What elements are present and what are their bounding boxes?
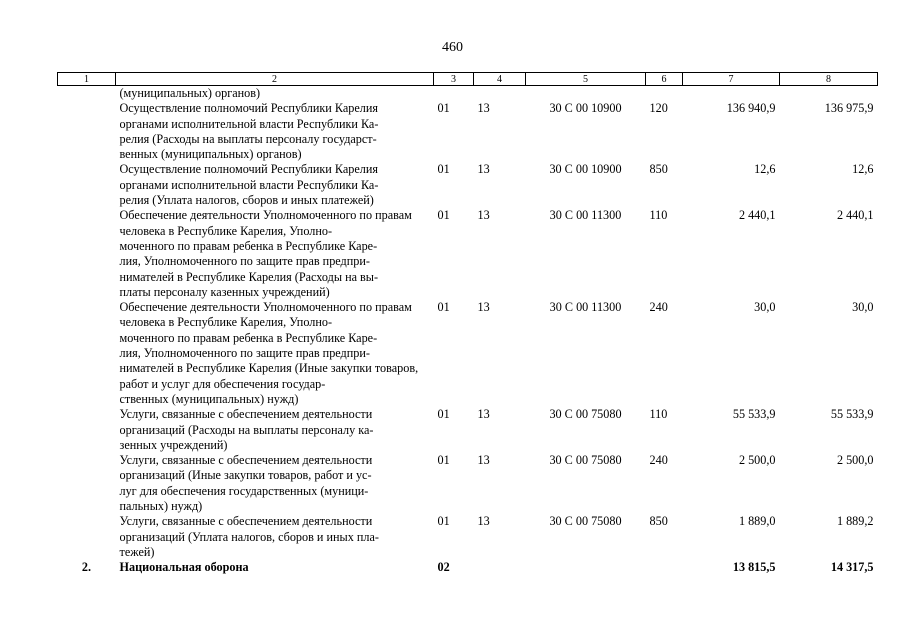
column-header: 2: [116, 73, 434, 86]
target-article-cell: 30 С 00 10900: [549, 101, 622, 116]
amount-year1-cell: 12,6: [754, 162, 776, 177]
row-number-cell: [58, 453, 116, 514]
budget-table: [57, 72, 878, 576]
table-row: [58, 101, 878, 162]
amount-year2-cell: 12,6: [852, 162, 874, 177]
amount-year2-cell: 1 889,2: [836, 514, 874, 529]
page-number: 460: [442, 40, 463, 55]
expense-type-cell: 240: [649, 300, 668, 315]
table-row: [58, 514, 878, 560]
target-article-cell: 30 С 00 10900: [549, 162, 622, 177]
amount-year1-cell: 13 815,5: [732, 560, 776, 575]
target-article-cell: 30 С 00 75080: [549, 514, 622, 529]
subsection-code-cell: 13: [477, 407, 490, 422]
table-body: [58, 86, 878, 576]
item-name-cell: Услуги, связанные с обеспечением деятельности организаций (Иные закупки товаров, работ и ус- луг для обеспечения государственных (муници- пальных) нужд): [119, 453, 373, 514]
table-row: [58, 300, 878, 407]
section-code-cell: 01: [437, 208, 450, 223]
row-number-cell: [58, 162, 116, 208]
row-number-cell: [58, 407, 116, 453]
amount-year1-cell: 2 440,1: [738, 208, 776, 223]
item-name-cell: (муниципальных) органов): [119, 86, 261, 100]
subsection-code-cell: 13: [477, 162, 490, 177]
row-number-cell: [58, 208, 116, 300]
amount-year2-cell: 30,0: [852, 300, 874, 315]
table-row: [58, 453, 878, 514]
expense-type-cell: 110: [649, 407, 668, 422]
row-number-cell: [58, 514, 116, 560]
amount-year2-cell: 2 500,0: [836, 453, 874, 468]
target-article-cell: [526, 560, 646, 575]
item-name-cell: Обеспечение деятельности Уполномоченного по правам человека в Республике Карелия, Уполно- моченного по правам ребенка в Республике Каре- лия, Уполномоченного по защите прав предпри- нимателей в Республике Карелия (Расходы на вы- платы персоналу казенных учреждений): [119, 208, 412, 299]
item-name-cell: Услуги, связанные с обеспечением деятельности организаций (Расходы на выплаты персоналу ка- зенных учреждений): [119, 407, 374, 452]
item-name-cell: Услуги, связанные с обеспечением деятельности организаций (Уплата налогов, сборов и иных пла- тежей): [119, 514, 379, 559]
column-header: 3: [434, 73, 474, 86]
row-number-cell: 2.: [81, 560, 92, 575]
row-number-cell: [58, 300, 116, 407]
amount-year1-cell: 1 889,0: [738, 514, 776, 529]
expense-type-cell: [646, 86, 683, 102]
target-article-cell: 30 С 00 75080: [549, 453, 622, 468]
amount-year2-cell: 55 533,9: [830, 407, 874, 422]
section-code-cell: 01: [437, 300, 450, 315]
subsection-code-cell: 13: [477, 208, 490, 223]
amount-year1-cell: [683, 86, 780, 102]
section-code-cell: 01: [437, 101, 450, 116]
column-header: 7: [683, 73, 780, 86]
target-article-cell: 30 С 00 11300: [549, 208, 622, 223]
amount-year1-cell: 136 940,9: [726, 101, 776, 116]
subsection-code-cell: [474, 86, 526, 102]
column-header: 5: [526, 73, 646, 86]
item-name-cell: Осуществление полномочий Республики Карелия органами исполнительной власти Республики Ка- релия (Расходы на выплаты персоналу государст- венных (муниципальных) органов): [119, 101, 379, 162]
expense-type-cell: 850: [649, 162, 668, 177]
amount-year2-cell: [780, 86, 878, 102]
target-article-cell: 30 С 00 75080: [549, 407, 622, 422]
section-code-cell: 01: [437, 453, 450, 468]
subsection-code-cell: 13: [477, 300, 490, 315]
amount-year2-cell: 2 440,1: [836, 208, 874, 223]
target-article-cell: 30 С 00 11300: [549, 300, 622, 315]
item-name-cell: Обеспечение деятельности Уполномоченного по правам человека в Республике Карелия, Уполно- моченного по правам ребенка в Республике Каре- лия, Уполномоченного по защите прав предпри- нимателей в Республике Карелия (Иные закупки товаров, работ и услуг для обеспечения государ- ственных (муниципальных) нужд): [119, 300, 419, 406]
amount-year2-cell: 136 975,9: [824, 101, 874, 116]
expense-type-cell: [646, 560, 683, 575]
table-row: [58, 162, 878, 208]
item-name-cell: Осуществление полномочий Республики Карелия органами исполнительной власти Республики Ка- релия (Уплата налогов, сборов и иных платежей): [119, 162, 379, 208]
amount-year1-cell: 55 533,9: [732, 407, 776, 422]
table-row: [58, 86, 878, 102]
section-code-cell: 01: [437, 162, 450, 177]
row-number-cell: [58, 101, 116, 162]
amount-year2-cell: 14 317,5: [830, 560, 874, 575]
subsection-code-cell: 13: [477, 514, 490, 529]
target-article-cell: [526, 86, 646, 102]
expense-type-cell: 120: [649, 101, 668, 116]
table-row: [58, 407, 878, 453]
section-code-cell: 02: [437, 560, 450, 575]
expense-type-cell: 110: [649, 208, 668, 223]
subsection-code-cell: 13: [477, 101, 490, 116]
row-number-cell: [58, 86, 116, 102]
column-header: 4: [474, 73, 526, 86]
table-row: [58, 208, 878, 300]
expense-type-cell: 240: [649, 453, 668, 468]
section-code-cell: [434, 86, 474, 102]
subsection-code-cell: 13: [477, 453, 490, 468]
table-row: [58, 560, 878, 575]
expense-type-cell: 850: [649, 514, 668, 529]
item-name-cell: Национальная оборона: [119, 560, 249, 575]
section-code-cell: 01: [437, 407, 450, 422]
column-number-row: [58, 73, 878, 86]
subsection-code-cell: [474, 560, 526, 575]
column-header: 6: [646, 73, 683, 86]
amount-year1-cell: 30,0: [754, 300, 776, 315]
section-code-cell: 01: [437, 514, 450, 529]
amount-year1-cell: 2 500,0: [738, 453, 776, 468]
column-header: 8: [780, 73, 878, 86]
column-header: 1: [58, 73, 116, 86]
